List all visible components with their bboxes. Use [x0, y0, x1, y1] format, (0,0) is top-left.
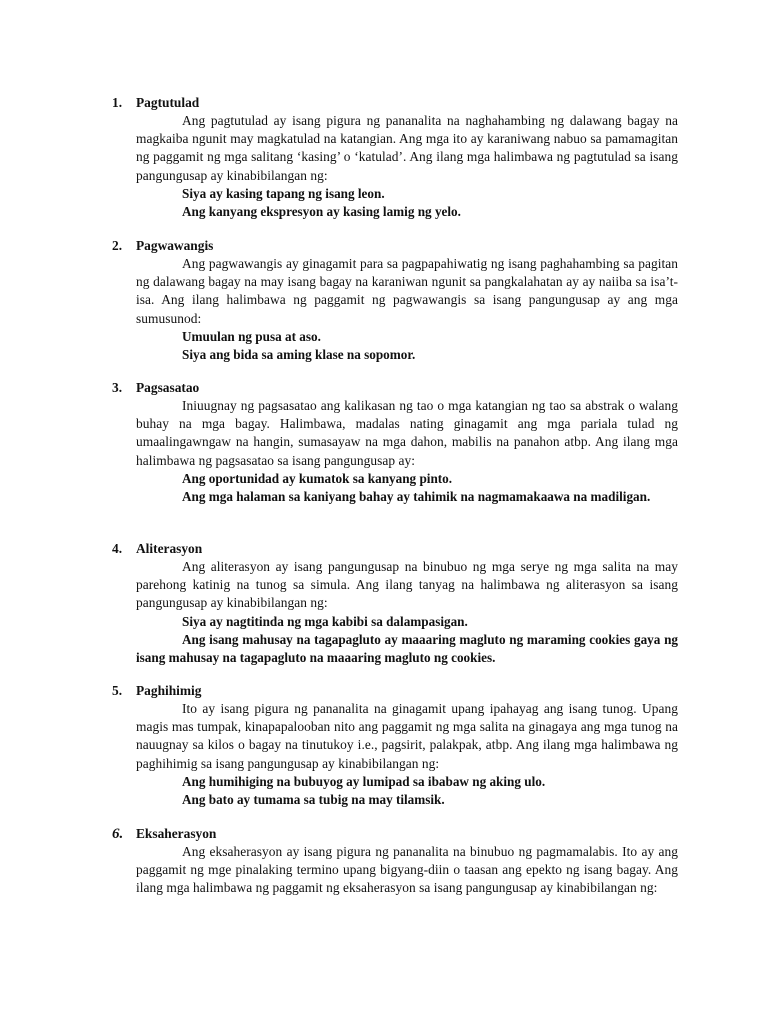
section-body: Ang pagtutulad ay isang pigura ng pananalita na naghahambing ng dalawang bagay na magkaiba ngunit may magkatulad na katangian. Ang mga ito ay karaniwang nabuo sa pamamagitan ng paggamit ng mga salitang ‘kasing’ o ‘katulad’. Ang ilang mga halimbawa ng pagtutulad sa isang pangungusap ay kinabibilangan ng: [136, 113, 678, 183]
section-title: Aliterasyon [136, 541, 203, 556]
section-number: 3. [112, 380, 123, 395]
section-body: Ang aliterasyon ay isang pangungusap na binubuo ng mga serye ng mga salita na may parehong katinig na tunog sa simula. Ang ilang tanyag na halimbawa ng aliterasyon sa isang pangungusap ay kinabibilangan ng: [136, 559, 678, 611]
section-heading [112, 94, 678, 112]
example-sentence: Siya ay kasing tapang ng isang leon. [182, 185, 385, 201]
section-title: Pagwawangis [136, 238, 214, 253]
section-pagwawangis [112, 237, 678, 364]
section-title: Pagsasatao [136, 380, 200, 395]
section-number: 6. [112, 826, 124, 842]
section-pagsasatao [112, 379, 678, 506]
section-heading [112, 237, 678, 255]
section-body: Ang eksaherasyon ay isang pigura ng pananalita na binubuo ng pagmamalabis. Ito ay ang paggamit ng mge pinalaking termino upang bigyang-diin o taasan ang epekto ng isang bagay. Ang ilang mga halimbawa ng paggamit ng eksaherasyon sa isang pangungusap ay kinabibilangan ng: [136, 844, 678, 896]
section-title: Eksaherasyon [136, 826, 217, 841]
section-heading [112, 825, 678, 843]
section-body: Iniuugnay ng pagsasatao ang kalikasan ng tao o mga katangian ng tao sa abstrak o walang buhay na mga bagay. Halimbawa, madalas nating ginagamit ang mga pariala tulad ng umaalingawngaw na hangin, sumasayaw na mga dahon, mabilis na panahon atbp. Ang ilang mga halimbawa ng pagsasatao sa isang pangungusap ay: [136, 398, 678, 468]
section-heading [112, 540, 678, 558]
example-sentence: Ang kanyang ekspresyon ay kasing lamig ng yelo. [182, 204, 461, 220]
section-number: 5. [112, 683, 123, 698]
example-sentence: Ang oportunidad ay kumatok sa kanyang pinto. [182, 470, 453, 486]
example-sentence: Ang mga halaman sa kaniyang bahay ay tahimik na nagmamakaawa na madiligan. [182, 489, 651, 505]
example-sentence: Ang bato ay tumama sa tubig na may tilamsik. [182, 792, 445, 808]
section-paghihimig [112, 682, 678, 809]
example-sentence: Siya ay nagtitinda ng mga kabibi sa dalampasigan. [182, 613, 468, 629]
section-body: Ito ay isang pigura ng pananalita na ginagamit upang ipahayag ang isang tunog. Upang magis mas tumpak, kinapapalooban nito ang paggamit ng mga salita na ginagaya ang mga tunog na nauugnay sa kilos o bagay na tinutukoy i.e., pagsirit, palakpak, atbp. Ang ilang mga halimbawa ng paghihimig sa isang pangungusap ay kinabibilangan ng: [136, 701, 678, 771]
section-pagtutulad [112, 94, 678, 221]
section-number: 4. [112, 541, 123, 556]
section-heading [112, 682, 678, 700]
section-heading [112, 379, 678, 397]
example-sentence: Ang isang mahusay na tagapagluto ay maaaring magluto ng maraming cookies gaya ng isang mahusay na tagapagluto na maaaring magluto ng cookies. [136, 631, 678, 666]
section-title: Paghihimig [136, 683, 202, 698]
example-sentence: Ang humihiging na bubuyog ay lumipad sa ibabaw ng aking ulo. [182, 773, 546, 789]
example-sentence: Siya ang bida sa aming klase na sopomor. [182, 347, 416, 363]
section-number: 1. [112, 95, 123, 110]
section-aliterasyon [112, 540, 678, 667]
section-body: Ang pagwawangis ay ginagamit para sa pagpapahiwatig ng isang paghahambing sa pagitan ng dalawang bagay na may isang bagay na karaniwan ngunit sa pangkalahatan ay ay naiiba sa isa’t-isa. Ang ilang halimbawa ng paggamit ng pagwawangis sa isang pangungusap ay ang mga sumusunod: [136, 256, 678, 326]
section-title: Pagtutulad [136, 95, 200, 110]
example-sentence: Umuulan ng pusa at aso. [182, 328, 321, 344]
section-eksaherasyon [112, 825, 678, 898]
section-number: 2. [112, 238, 123, 253]
